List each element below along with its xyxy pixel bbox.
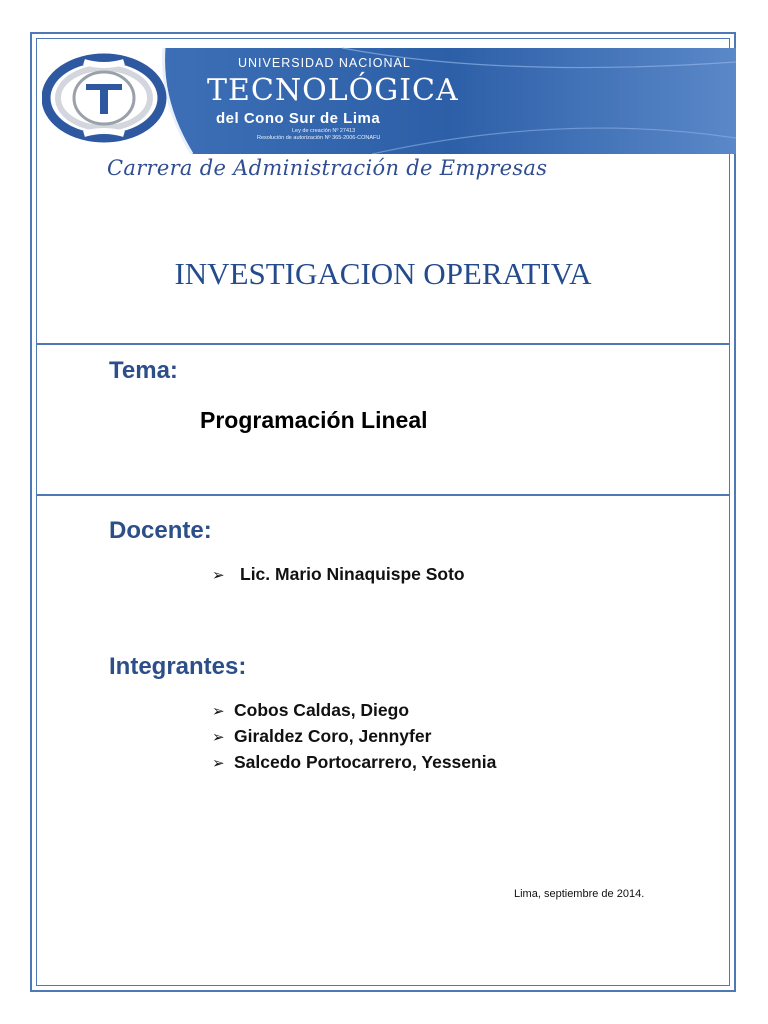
list-item — [212, 561, 465, 587]
page-frame — [30, 32, 736, 992]
university-name-line2: TECNOLÓGICA — [207, 73, 459, 108]
integrantes-label: Integrantes: — [109, 653, 247, 680]
university-name-line1: UNIVERSIDAD NACIONAL — [238, 56, 411, 70]
tema-label: Tema: — [109, 357, 178, 384]
tema-value: Programación Lineal — [200, 407, 428, 433]
university-banner — [42, 42, 736, 154]
resolution-text: Resolución de autorización Nº 365-2006-CONAFU — [257, 135, 381, 141]
docente-list — [212, 561, 465, 587]
university-logo-icon — [46, 58, 162, 138]
law-text: Ley de creación Nº 27413 — [292, 128, 356, 134]
docente-label: Docente: — [109, 517, 212, 544]
list-item — [212, 697, 496, 723]
university-name-line3: del Cono Sur de Lima — [216, 110, 381, 127]
arrow-bullet-icon: ➢ — [212, 728, 225, 746]
arrow-bullet-icon: ➢ — [212, 566, 225, 584]
career-name: Carrera de Administración de Empresas — [107, 156, 548, 180]
page-frame-inner — [36, 38, 730, 986]
docente-name: Lic. Mario Ninaquispe Soto — [240, 564, 465, 584]
arrow-bullet-icon: ➢ — [212, 702, 225, 720]
course-title: INVESTIGACION OPERATIVA — [174, 256, 592, 291]
list-item — [212, 749, 496, 775]
date-text: Lima, septiembre de 2014. — [514, 888, 645, 900]
integrantes-list — [212, 697, 496, 775]
arrow-bullet-icon: ➢ — [212, 754, 225, 772]
list-item — [212, 723, 496, 749]
member-name: Cobos Caldas, Diego — [234, 700, 410, 720]
member-name: Salcedo Portocarrero, Yessenia — [234, 752, 497, 772]
member-name: Giraldez Coro, Jennyfer — [234, 726, 432, 746]
section-divider — [37, 494, 729, 496]
section-divider — [37, 343, 729, 345]
